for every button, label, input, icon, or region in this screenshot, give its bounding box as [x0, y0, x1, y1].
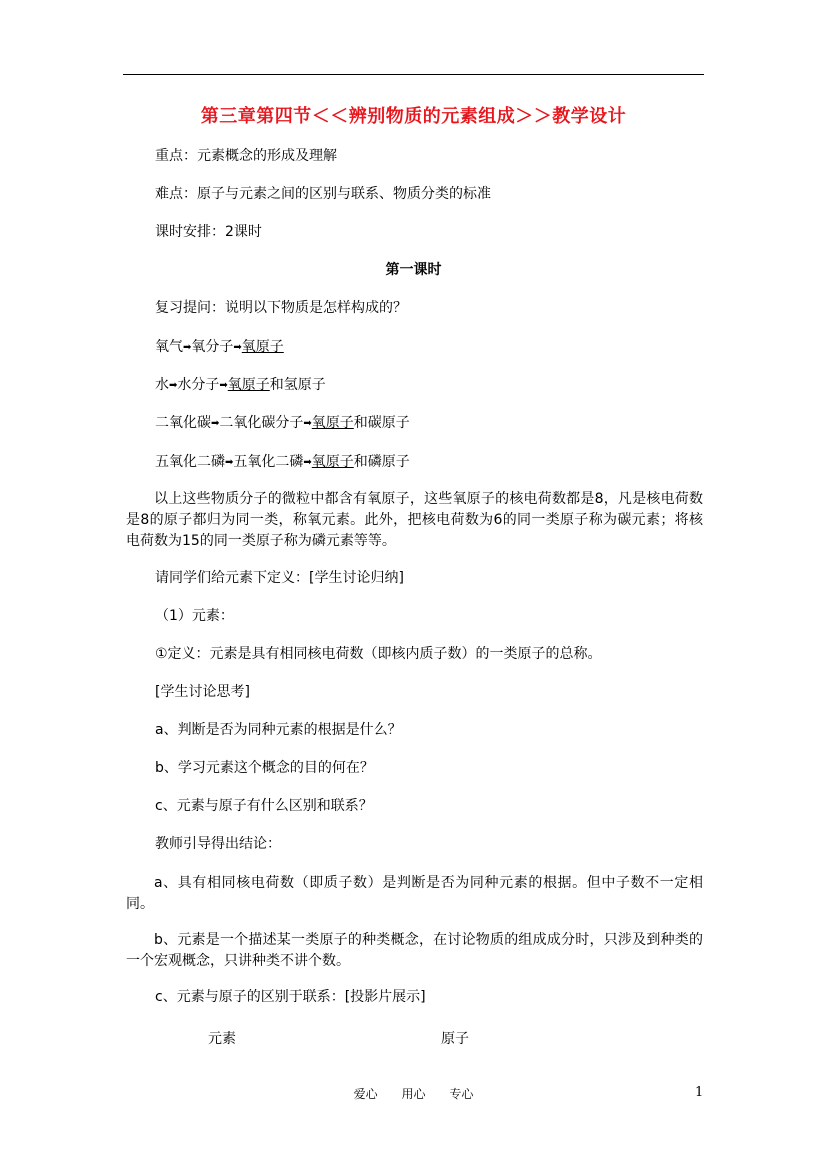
chain-molecule: 水分子 — [177, 377, 220, 393]
conclusion-c: c、元素与原子的区别于联系：[投影片展示] — [155, 989, 426, 1005]
arrow-icon: ➡ — [219, 380, 228, 391]
document-title: 第三章第四节＜＜辨别物质的元素组成＞＞教学设计 — [200, 106, 627, 127]
chain-rest: 和磷原子 — [353, 454, 410, 470]
review-question: 复习提问：说明以下物质是怎样构成的？ — [155, 300, 407, 316]
chain-substance: 氧气 — [155, 339, 183, 355]
chain-rest: 和碳原子 — [353, 415, 410, 431]
chain-rest: 和氢原子 — [269, 377, 326, 393]
chain-substance: 水 — [155, 377, 169, 393]
chain-co2 — [155, 413, 410, 434]
header-rule — [123, 74, 704, 75]
difficulty-line: 难点：原子与元素之间的区别与联系、物质分类的标准 — [155, 186, 491, 202]
question-b: b、学习元素这个概念的目的何在？ — [155, 760, 374, 776]
conclusion-a: a、具有相同核电荷数（即质子数）是判断是否为同种元素的根据。但中子数不一定相同。 — [126, 875, 703, 912]
item-element: （1）元素： — [155, 608, 234, 624]
focus-line: 重点：元素概念的形成及理解 — [155, 148, 337, 164]
chain-atom: 氧原子 — [311, 454, 354, 470]
question-c: c、元素与原子有什么区别和联系？ — [155, 798, 373, 814]
arrow-icon: ➡ — [225, 457, 234, 468]
chain-molecule: 二氧化碳分子 — [219, 415, 304, 431]
prompt-line: 请同学们给元素下定义：[学生讨论归纳] — [155, 570, 404, 586]
conclusion-b: b、元素是一个描述某一类原子的种类概念，在讨论物质的组成成分时，只涉及到种类的一个宏观概念，只讲种类不讲个数。 — [126, 932, 703, 969]
chain-molecule: 氧分子 — [191, 339, 234, 355]
chain-p2o5 — [155, 452, 410, 473]
page-number: 1 — [695, 1085, 704, 1100]
arrow-icon: ➡ — [169, 380, 178, 391]
chain-molecule: 五氧化二磷 — [233, 454, 304, 470]
arrow-icon: ➡ — [303, 457, 312, 468]
chain-atom: 氧原子 — [311, 415, 354, 431]
table-header-element: 元素 — [208, 1031, 236, 1047]
arrow-icon: ➡ — [211, 418, 220, 429]
definition-line: ①定义：元素是具有相同核电荷数（即核内质子数）的一类原子的总称。 — [155, 646, 602, 662]
arrow-icon: ➡ — [233, 342, 242, 353]
chain-water — [155, 375, 326, 396]
schedule-line: 课时安排：2课时 — [155, 224, 262, 240]
question-a: a、判断是否为同种元素的根据是什么？ — [155, 722, 402, 738]
section-heading: 第一课时 — [385, 262, 442, 278]
footer-word: 爱心 — [353, 1087, 378, 1101]
arrow-icon: ➡ — [303, 418, 312, 429]
footer-word: 专心 — [449, 1087, 474, 1101]
chain-oxygen — [155, 337, 284, 358]
footer-word: 用心 — [401, 1087, 426, 1101]
chain-substance: 五氧化二磷 — [155, 454, 225, 470]
chain-substance: 二氧化碳 — [155, 415, 211, 431]
arrow-icon: ➡ — [183, 342, 192, 353]
explanation-paragraph: 以上这些物质分子的微粒中都含有氧原子，这些氧原子的核电荷数都是8，凡是核电荷数是8的原子都归为同一类，称氧元素。此外，把核电荷数为6的同一类原子称为碳元素；将核电荷数为15的同一类原子称为磷元素等等。 — [126, 491, 703, 549]
chain-atom: 氧原子 — [241, 339, 284, 355]
discussion-line: [学生讨论思考] — [155, 684, 250, 700]
table-header-atom: 原子 — [441, 1031, 469, 1047]
conclusion-lead: 教师引导得出结论： — [155, 836, 281, 852]
chain-atom: 氧原子 — [227, 377, 270, 393]
